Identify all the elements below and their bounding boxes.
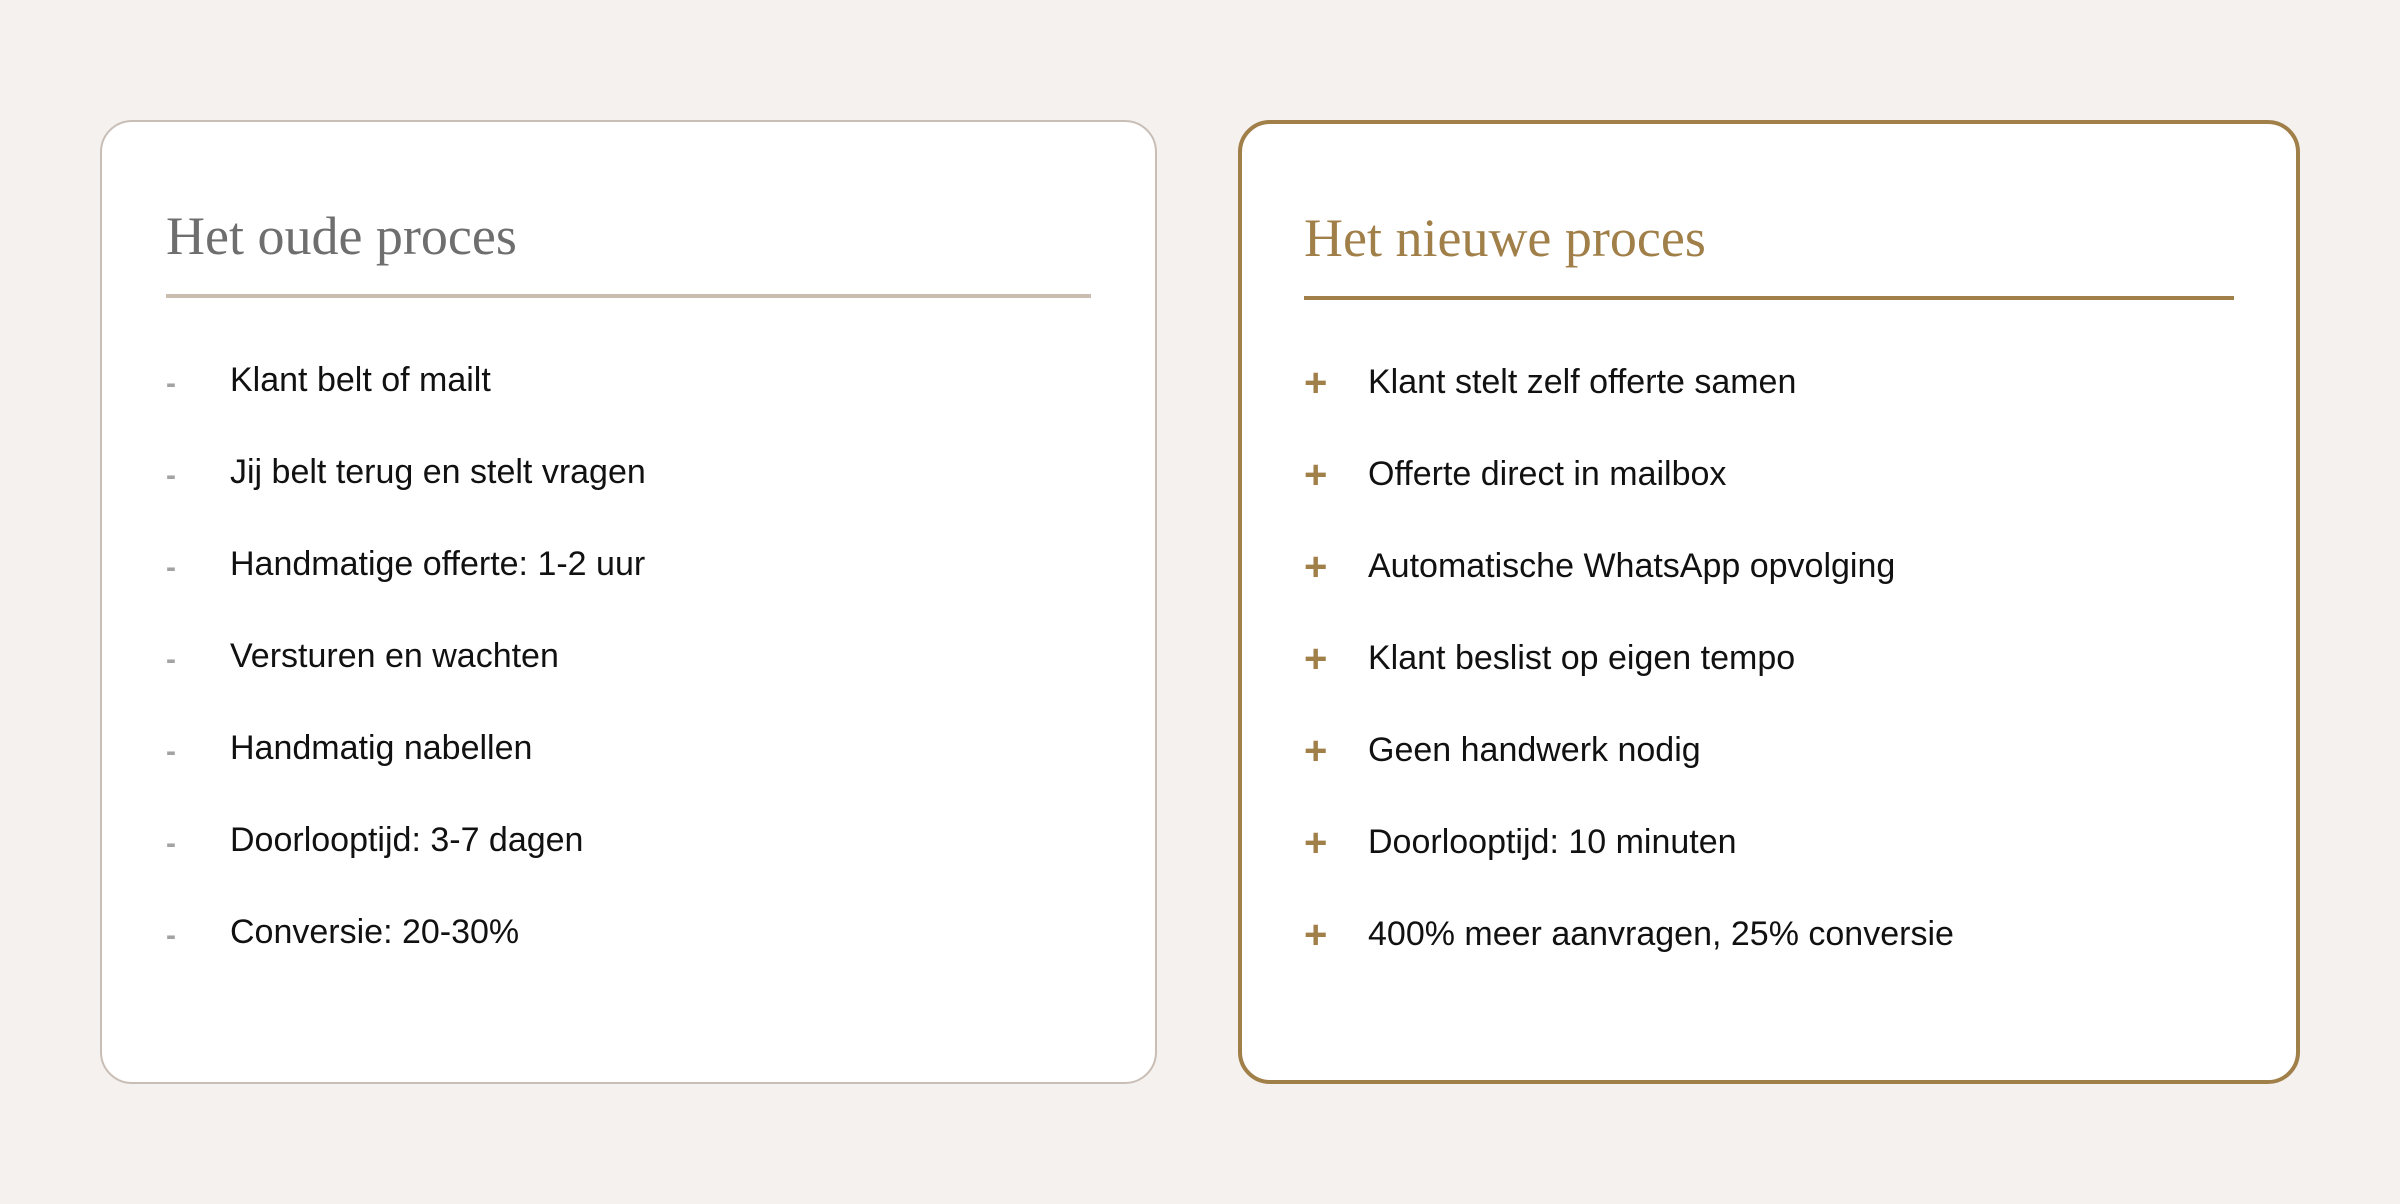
minus-icon: -: [166, 919, 176, 952]
old-process-item-label: Versturen en wachten: [230, 637, 559, 675]
old-process-item-label: Handmatig nabellen: [230, 729, 533, 767]
old-process-item-label: Handmatige offerte: 1-2 uur: [230, 545, 646, 583]
new-process-title: Het nieuwe proces: [1304, 208, 1706, 268]
plus-icon: +: [1304, 821, 1328, 865]
old-process-card: [100, 120, 1157, 1084]
new-process-item-label: Klant stelt zelf offerte samen: [1368, 363, 1797, 401]
old-process-item: [166, 350, 1115, 442]
old-process-item: [166, 442, 1115, 534]
plus-icon: +: [1304, 729, 1328, 773]
old-process-item-label: Conversie: 20-30%: [230, 913, 520, 951]
old-process-item-label: Doorlooptijd: 3-7 dagen: [230, 821, 584, 859]
plus-icon: +: [1304, 361, 1328, 405]
plus-icon: +: [1304, 453, 1328, 497]
new-process-item-label: Geen handwerk nodig: [1368, 731, 1701, 769]
plus-icon: +: [1304, 637, 1328, 681]
new-process-item-label: 400% meer aanvragen, 25% conversie: [1368, 915, 1954, 953]
new-process-item-label: Doorlooptijd: 10 minuten: [1368, 823, 1737, 861]
new-process-card: [1238, 120, 2300, 1084]
new-process-item-label: Klant beslist op eigen tempo: [1368, 639, 1796, 677]
old-process-list: [166, 350, 1115, 994]
new-process-divider: [1304, 296, 2234, 300]
minus-icon: -: [166, 459, 176, 492]
old-process-item-label: Klant belt of mailt: [230, 361, 491, 399]
new-process-item: [1304, 904, 2256, 996]
minus-icon: -: [166, 735, 176, 768]
old-process-item-label: Jij belt terug en stelt vragen: [230, 453, 646, 491]
new-process-item: [1304, 352, 2256, 444]
new-process-item-label: Offerte direct in mailbox: [1368, 455, 1727, 493]
old-process-divider: [166, 294, 1091, 298]
new-process-item: [1304, 812, 2256, 904]
new-process-item: [1304, 536, 2256, 628]
old-process-item: [166, 534, 1115, 626]
new-process-list: [1304, 352, 2256, 996]
new-process-item: [1304, 444, 2256, 536]
old-process-title: Het oude proces: [166, 206, 517, 266]
old-process-item: [166, 902, 1115, 994]
minus-icon: -: [166, 367, 176, 400]
minus-icon: -: [166, 827, 176, 860]
minus-icon: -: [166, 643, 176, 676]
new-process-item: [1304, 720, 2256, 812]
old-process-item: [166, 718, 1115, 810]
old-process-item: [166, 626, 1115, 718]
plus-icon: +: [1304, 913, 1328, 957]
plus-icon: +: [1304, 545, 1328, 589]
minus-icon: -: [166, 551, 176, 584]
new-process-item: [1304, 628, 2256, 720]
old-process-item: [166, 810, 1115, 902]
new-process-item-label: Automatische WhatsApp opvolging: [1368, 547, 1896, 585]
